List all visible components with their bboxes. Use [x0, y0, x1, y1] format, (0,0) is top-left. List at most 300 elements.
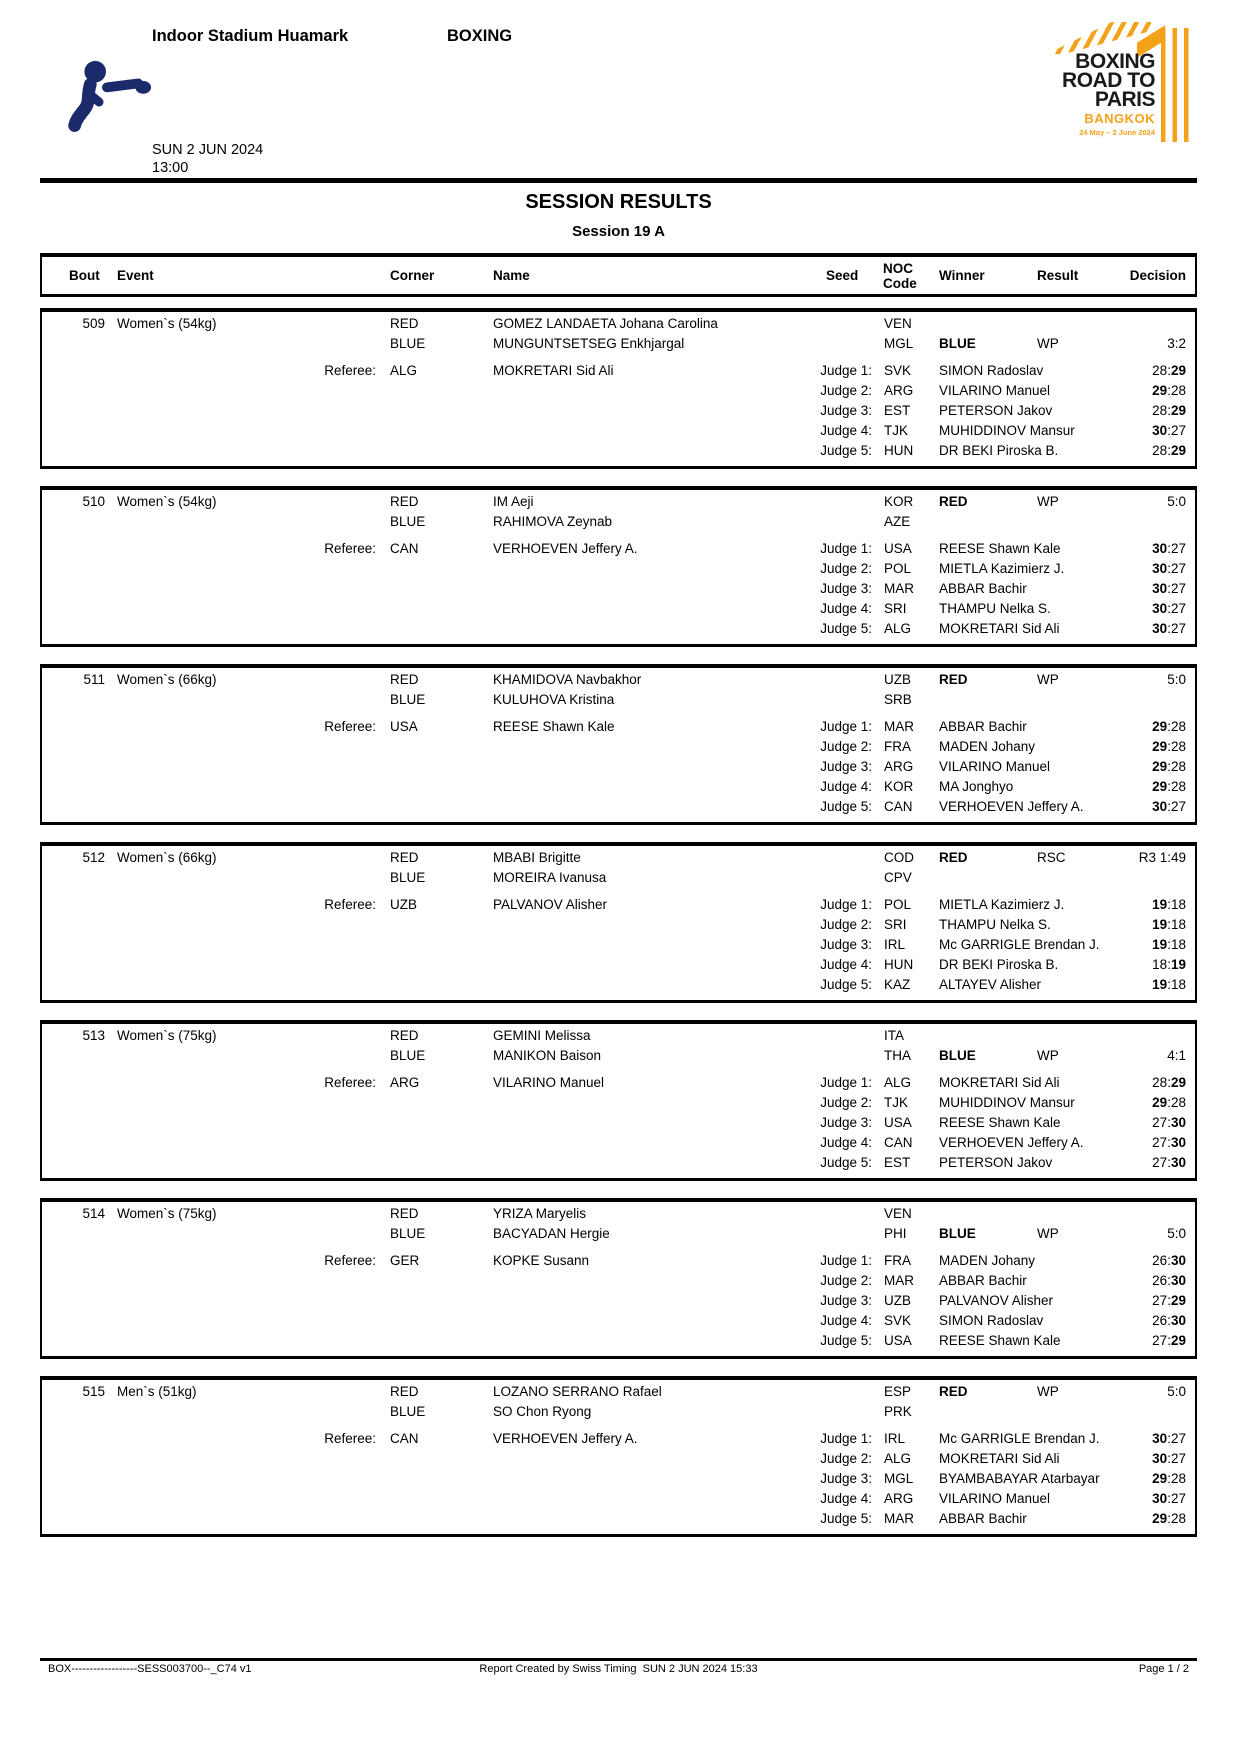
corner-label: BLUE	[390, 514, 426, 529]
corner-row	[42, 1383, 1195, 1403]
corner-row	[42, 1047, 1195, 1067]
judge-score: 19:18	[1152, 977, 1186, 992]
judge-name: MUHIDDINOV Mansur	[939, 1095, 1075, 1110]
judge-score: 26:30	[1152, 1273, 1186, 1288]
winner-corner: BLUE	[939, 336, 976, 351]
corner-row	[42, 1225, 1195, 1245]
judge-noc: FRA	[884, 1253, 911, 1268]
athlete-name: YRIZA Maryelis	[493, 1206, 587, 1221]
referee-noc: ARG	[390, 1075, 420, 1090]
corner-row	[42, 1205, 1195, 1225]
bout-number: 510	[82, 494, 105, 509]
judge-noc: IRL	[884, 1431, 906, 1446]
corner-row	[42, 513, 1195, 533]
bout-card	[40, 664, 1197, 825]
judge-noc: ARG	[884, 1491, 914, 1506]
corner-label: BLUE	[390, 336, 426, 351]
bout-number: 513	[82, 1028, 105, 1043]
judge-score: 30:27	[1152, 601, 1186, 616]
judge-score: 29:28	[1152, 1095, 1186, 1110]
judge-noc: UZB	[884, 1293, 911, 1308]
winner-corner: RED	[939, 1384, 968, 1399]
judge-label: Judge 5:	[820, 977, 872, 992]
footer-report-info: Report Created by Swiss Timing SUN 2 JUN 2024 15:33	[479, 1663, 758, 1675]
judge-noc: TJK	[884, 1095, 909, 1110]
result-code: WP	[1037, 1048, 1059, 1063]
official-row	[42, 422, 1195, 442]
decision-score: 5:0	[1167, 1226, 1186, 1241]
decision-score: 5:0	[1167, 1384, 1186, 1399]
session-time: 13:00	[152, 160, 189, 176]
judge-noc: ARG	[884, 759, 914, 774]
judge-label: Judge 1:	[820, 897, 872, 912]
judge-name: DR BEKI Piroska B.	[939, 443, 1059, 458]
judge-noc: KAZ	[884, 977, 911, 992]
result-code: WP	[1037, 1226, 1059, 1241]
logo-text	[1062, 52, 1155, 137]
event-name: Women`s (75kg)	[117, 1028, 217, 1043]
judge-score: 30:27	[1152, 1491, 1186, 1506]
officials	[42, 896, 1195, 996]
bout-number: 512	[82, 850, 105, 865]
judge-noc: EST	[884, 403, 911, 418]
athlete-noc: KOR	[884, 494, 914, 509]
judge-score: 28:29	[1152, 1075, 1186, 1090]
athlete-noc: VEN	[884, 1206, 912, 1221]
col-winner: Winner	[939, 268, 985, 283]
winner-corner: BLUE	[939, 1226, 976, 1241]
official-row	[42, 936, 1195, 956]
corner-label: BLUE	[390, 1404, 426, 1419]
judge-label: Judge 4:	[820, 957, 872, 972]
sport-title: BOXING	[447, 27, 513, 45]
col-name: Name	[493, 268, 530, 283]
judge-name: THAMPU Nelka S.	[939, 601, 1051, 616]
official-row	[42, 718, 1195, 738]
corner-label: RED	[390, 494, 419, 509]
bout-card	[40, 1198, 1197, 1359]
judge-score: 29:28	[1152, 1511, 1186, 1526]
official-row	[42, 382, 1195, 402]
judge-score: 28:29	[1152, 363, 1186, 378]
corner-label: BLUE	[390, 692, 426, 707]
judge-label: Judge 5:	[820, 1155, 872, 1170]
referee-label: Referee:	[324, 363, 376, 378]
boxing-pictogram-icon	[55, 56, 155, 154]
judge-score: 26:30	[1152, 1313, 1186, 1328]
judge-noc: HUN	[884, 957, 914, 972]
judge-label: Judge 4:	[820, 1135, 872, 1150]
judge-score: 27:30	[1152, 1155, 1186, 1170]
judge-name: Mc GARRIGLE Brendan J.	[939, 937, 1100, 952]
page-title: SESSION RESULTS	[525, 191, 712, 213]
judge-name: MADEN Johany	[939, 1253, 1036, 1268]
referee-noc: GER	[390, 1253, 420, 1268]
athlete-name: KULUHOVA Kristina	[493, 692, 615, 707]
judge-label: Judge 3:	[820, 937, 872, 952]
judge-name: ABBAR Bachir	[939, 719, 1027, 734]
athlete-name: SO Chon Ryong	[493, 1404, 592, 1419]
winner-corner: RED	[939, 850, 968, 865]
judge-name: MOKRETARI Sid Ali	[939, 1451, 1060, 1466]
judge-name: VILARINO Manuel	[939, 383, 1051, 398]
judge-name: ABBAR Bachir	[939, 1273, 1027, 1288]
judge-noc: ALG	[884, 621, 912, 636]
officials	[42, 718, 1195, 818]
judge-noc: MAR	[884, 1511, 914, 1526]
judge-name: MUHIDDINOV Mansur	[939, 423, 1075, 438]
col-noc-line1: NOC	[883, 261, 913, 276]
official-row	[42, 976, 1195, 996]
result-code: WP	[1037, 336, 1059, 351]
official-row	[42, 1430, 1195, 1450]
judge-score: 27:30	[1152, 1115, 1186, 1130]
official-row	[42, 540, 1195, 560]
referee-label: Referee:	[324, 1431, 376, 1446]
judge-score: 30:27	[1152, 581, 1186, 596]
corner-row	[42, 869, 1195, 889]
logo-line3: PARIS	[1094, 88, 1155, 111]
athlete-noc: VEN	[884, 316, 912, 331]
athlete-noc: AZE	[884, 514, 911, 529]
judge-score: 27:29	[1152, 1333, 1186, 1348]
footer-document-code: BOX------------------SESS003700--_C74 v1	[48, 1663, 252, 1675]
official-row	[42, 1154, 1195, 1174]
officials	[42, 1074, 1195, 1174]
judge-label: Judge 4:	[820, 1491, 872, 1506]
judge-score: 29:28	[1152, 719, 1186, 734]
judge-score: 30:27	[1152, 541, 1186, 556]
judge-label: Judge 2:	[820, 561, 872, 576]
athlete-noc: COD	[884, 850, 914, 865]
judge-name: DR BEKI Piroska B.	[939, 957, 1059, 972]
bout-list	[40, 308, 1197, 1554]
official-row	[42, 956, 1195, 976]
official-row	[42, 758, 1195, 778]
official-row	[42, 1510, 1195, 1530]
footer-rule	[40, 1658, 1197, 1661]
official-row	[42, 798, 1195, 818]
judge-noc: TJK	[884, 423, 909, 438]
referee-label: Referee:	[324, 719, 376, 734]
judge-label: Judge 1:	[820, 1253, 872, 1268]
judge-name: ABBAR Bachir	[939, 1511, 1027, 1526]
judge-name: PETERSON Jakov	[939, 403, 1053, 418]
judge-label: Judge 4:	[820, 423, 872, 438]
judge-label: Judge 4:	[820, 601, 872, 616]
official-row	[42, 1312, 1195, 1332]
winner-corner: RED	[939, 672, 968, 687]
judge-score: 30:27	[1152, 423, 1186, 438]
judge-noc: MAR	[884, 581, 914, 596]
judge-label: Judge 5:	[820, 1333, 872, 1348]
judge-label: Judge 3:	[820, 1471, 872, 1486]
referee-label: Referee:	[324, 1253, 376, 1268]
session-date: SUN 2 JUN 2024	[152, 142, 264, 158]
judge-name: Mc GARRIGLE Brendan J.	[939, 1431, 1100, 1446]
judge-label: Judge 3:	[820, 1115, 872, 1130]
athlete-name: BACYADAN Hergie	[493, 1226, 610, 1241]
venue-title: Indoor Stadium Huamark	[152, 27, 349, 45]
judge-name: MOKRETARI Sid Ali	[939, 621, 1060, 636]
judge-name: REESE Shawn Kale	[939, 1115, 1061, 1130]
judge-noc: ALG	[884, 1451, 912, 1466]
judge-label: Judge 3:	[820, 581, 872, 596]
judge-label: Judge 2:	[820, 1273, 872, 1288]
judge-noc: MAR	[884, 719, 914, 734]
referee-name: VERHOEVEN Jeffery A.	[493, 541, 638, 556]
officials	[42, 1430, 1195, 1530]
judge-score: 28:29	[1152, 403, 1186, 418]
officials	[42, 1252, 1195, 1352]
judge-label: Judge 3:	[820, 403, 872, 418]
athlete-name: LOZANO SERRANO Rafael	[493, 1384, 662, 1399]
event-logo	[1045, 22, 1195, 148]
judge-score: 30:27	[1152, 621, 1186, 636]
judge-label: Judge 5:	[820, 621, 872, 636]
judge-name: SIMON Radoslav	[939, 1313, 1044, 1328]
bout-card	[40, 486, 1197, 647]
athlete-noc: ESP	[884, 1384, 912, 1399]
official-row	[42, 1094, 1195, 1114]
official-row	[42, 1490, 1195, 1510]
judge-score: 29:28	[1152, 739, 1186, 754]
athlete-noc: THA	[884, 1048, 911, 1063]
official-row	[42, 560, 1195, 580]
official-row	[42, 896, 1195, 916]
officials	[42, 362, 1195, 462]
judge-label: Judge 4:	[820, 1313, 872, 1328]
judge-label: Judge 2:	[820, 739, 872, 754]
corner-label: RED	[390, 1384, 419, 1399]
judge-noc: USA	[884, 541, 912, 556]
referee-label: Referee:	[324, 1075, 376, 1090]
col-event: Event	[117, 268, 154, 283]
athlete-noc: PHI	[884, 1226, 907, 1241]
judge-label: Judge 1:	[820, 363, 872, 378]
judge-score: 27:30	[1152, 1135, 1186, 1150]
referee-name: VILARINO Manuel	[493, 1075, 605, 1090]
result-code: WP	[1037, 672, 1059, 687]
official-row	[42, 402, 1195, 422]
judge-name: VERHOEVEN Jeffery A.	[939, 799, 1084, 814]
athlete-noc: UZB	[884, 672, 911, 687]
judge-name: VILARINO Manuel	[939, 1491, 1051, 1506]
judge-noc: CAN	[884, 1135, 913, 1150]
official-row	[42, 916, 1195, 936]
event-name: Women`s (66kg)	[117, 850, 217, 865]
corner-label: BLUE	[390, 870, 426, 885]
judge-name: PETERSON Jakov	[939, 1155, 1053, 1170]
referee-noc: ALG	[390, 363, 418, 378]
judge-label: Judge 2:	[820, 917, 872, 932]
official-row	[42, 442, 1195, 462]
corner-row	[42, 1403, 1195, 1423]
corner-label: BLUE	[390, 1226, 426, 1241]
bout-number: 509	[82, 316, 105, 331]
judge-noc: CAN	[884, 799, 913, 814]
judge-score: 27:29	[1152, 1293, 1186, 1308]
athlete-name: MOREIRA Ivanusa	[493, 870, 607, 885]
judge-score: 26:30	[1152, 1253, 1186, 1268]
judge-score: 30:27	[1152, 799, 1186, 814]
judge-score: 19:18	[1152, 897, 1186, 912]
col-noc-line2: Code	[883, 276, 917, 291]
bout-card	[40, 842, 1197, 1003]
footer-page-number: Page 1 / 2	[1138, 1663, 1189, 1675]
athlete-name: MUNGUNTSETSEG Enkhjargal	[493, 336, 685, 351]
logo-line1: BOXING	[1075, 50, 1155, 73]
corner-row	[42, 315, 1195, 335]
judge-label: Judge 2:	[820, 1451, 872, 1466]
corner-label: RED	[390, 1206, 419, 1221]
judge-label: Judge 3:	[820, 1293, 872, 1308]
table-header	[40, 253, 1197, 297]
judge-noc: MGL	[884, 1471, 914, 1486]
official-row	[42, 620, 1195, 640]
judge-label: Judge 1:	[820, 1075, 872, 1090]
judge-score: 30:27	[1152, 561, 1186, 576]
official-row	[42, 1450, 1195, 1470]
judge-noc: SVK	[884, 363, 912, 378]
judge-label: Judge 1:	[820, 719, 872, 734]
judge-score: 29:28	[1152, 1471, 1186, 1486]
athlete-name: KHAMIDOVA Navbakhor	[493, 672, 642, 687]
bout-number: 511	[83, 672, 105, 687]
judge-label: Judge 1:	[820, 541, 872, 556]
winner-corner: BLUE	[939, 1048, 976, 1063]
judge-noc: USA	[884, 1333, 912, 1348]
official-row	[42, 1074, 1195, 1094]
logo-line2: ROAD TO	[1062, 69, 1155, 92]
event-name: Men`s (51kg)	[117, 1384, 197, 1399]
top-rule	[40, 178, 1197, 183]
judge-name: THAMPU Nelka S.	[939, 917, 1051, 932]
judge-score: 19:18	[1152, 937, 1186, 952]
col-result: Result	[1037, 268, 1079, 283]
referee-label: Referee:	[324, 897, 376, 912]
judge-label: Judge 2:	[820, 1095, 872, 1110]
athlete-noc: SRB	[884, 692, 912, 707]
corner-label: RED	[390, 672, 419, 687]
referee-label: Referee:	[324, 541, 376, 556]
referee-name: VERHOEVEN Jeffery A.	[493, 1431, 638, 1446]
referee-name: MOKRETARI Sid Ali	[493, 363, 614, 378]
official-row	[42, 1252, 1195, 1272]
judge-score: 30:27	[1152, 1451, 1186, 1466]
judge-name: VILARINO Manuel	[939, 759, 1051, 774]
official-row	[42, 362, 1195, 382]
official-row	[42, 1292, 1195, 1312]
bout-card	[40, 1020, 1197, 1181]
judge-noc: ARG	[884, 383, 914, 398]
judge-noc: KOR	[884, 779, 914, 794]
col-decision: Decision	[1129, 268, 1186, 283]
session-subtitle: Session 19 A	[572, 223, 665, 240]
corner-row	[42, 671, 1195, 691]
judge-score: 28:29	[1152, 443, 1186, 458]
bout-card	[40, 1376, 1197, 1537]
corner-row	[42, 849, 1195, 869]
judge-label: Judge 5:	[820, 799, 872, 814]
logo-vertical-stripes	[1161, 28, 1195, 142]
judge-noc: USA	[884, 1115, 912, 1130]
judge-score: 29:28	[1152, 383, 1186, 398]
judge-label: Judge 5:	[820, 443, 872, 458]
judge-name: MOKRETARI Sid Ali	[939, 1075, 1060, 1090]
referee-noc: CAN	[390, 541, 419, 556]
judge-score: 29:28	[1152, 759, 1186, 774]
result-code: WP	[1037, 494, 1059, 509]
decision-score: R3 1:49	[1138, 850, 1186, 865]
corner-label: RED	[390, 1028, 419, 1043]
decision-score: 3:2	[1167, 336, 1186, 351]
logo-city: BANGKOK	[1084, 111, 1155, 126]
official-row	[42, 1134, 1195, 1154]
athlete-name: MANIKON Baison	[493, 1048, 602, 1063]
judge-noc: SRI	[884, 917, 907, 932]
col-bout: Bout	[69, 268, 100, 283]
judge-label: Judge 1:	[820, 1431, 872, 1446]
judge-name: MA Jonghyo	[939, 779, 1014, 794]
athlete-name: GEMINI Melissa	[493, 1028, 591, 1043]
judge-noc: POL	[884, 561, 912, 576]
judge-name: MIETLA Kazimierz J.	[939, 897, 1065, 912]
judge-label: Judge 3:	[820, 759, 872, 774]
judge-score: 19:18	[1152, 917, 1186, 932]
judge-name: PALVANOV Alisher	[939, 1293, 1054, 1308]
judge-noc: ALG	[884, 1075, 912, 1090]
referee-noc: USA	[390, 719, 418, 734]
judge-name: SIMON Radoslav	[939, 363, 1044, 378]
col-seed: Seed	[826, 268, 859, 283]
event-name: Women`s (75kg)	[117, 1206, 217, 1221]
corner-row	[42, 493, 1195, 513]
result-code: WP	[1037, 1384, 1059, 1399]
judge-noc: MAR	[884, 1273, 914, 1288]
judge-name: REESE Shawn Kale	[939, 541, 1061, 556]
corner-label: BLUE	[390, 1048, 426, 1063]
judge-label: Judge 5:	[820, 1511, 872, 1526]
judge-noc: POL	[884, 897, 912, 912]
judge-name: BYAMBABAYAR Atarbayar	[939, 1471, 1100, 1486]
official-row	[42, 580, 1195, 600]
corner-row	[42, 335, 1195, 355]
official-row	[42, 1332, 1195, 1352]
athlete-name: GOMEZ LANDAETA Johana Carolina	[493, 316, 718, 331]
referee-name: PALVANOV Alisher	[493, 897, 608, 912]
judge-noc: HUN	[884, 443, 914, 458]
judge-noc: SVK	[884, 1313, 912, 1328]
athlete-noc: ITA	[884, 1028, 904, 1043]
judge-name: MIETLA Kazimierz J.	[939, 561, 1065, 576]
bout-number: 514	[82, 1206, 105, 1221]
judge-score: 18:19	[1152, 957, 1186, 972]
event-name: Women`s (54kg)	[117, 316, 217, 331]
corner-row	[42, 691, 1195, 711]
bout-card	[40, 308, 1197, 469]
judge-name: REESE Shawn Kale	[939, 1333, 1061, 1348]
judge-name: VERHOEVEN Jeffery A.	[939, 1135, 1084, 1150]
athlete-name: IM Aeji	[493, 494, 534, 509]
athlete-noc: PRK	[884, 1404, 912, 1419]
corner-row	[42, 1027, 1195, 1047]
official-row	[42, 778, 1195, 798]
judge-score: 29:28	[1152, 779, 1186, 794]
athlete-noc: MGL	[884, 336, 914, 351]
official-row	[42, 1470, 1195, 1490]
referee-name: REESE Shawn Kale	[493, 719, 615, 734]
